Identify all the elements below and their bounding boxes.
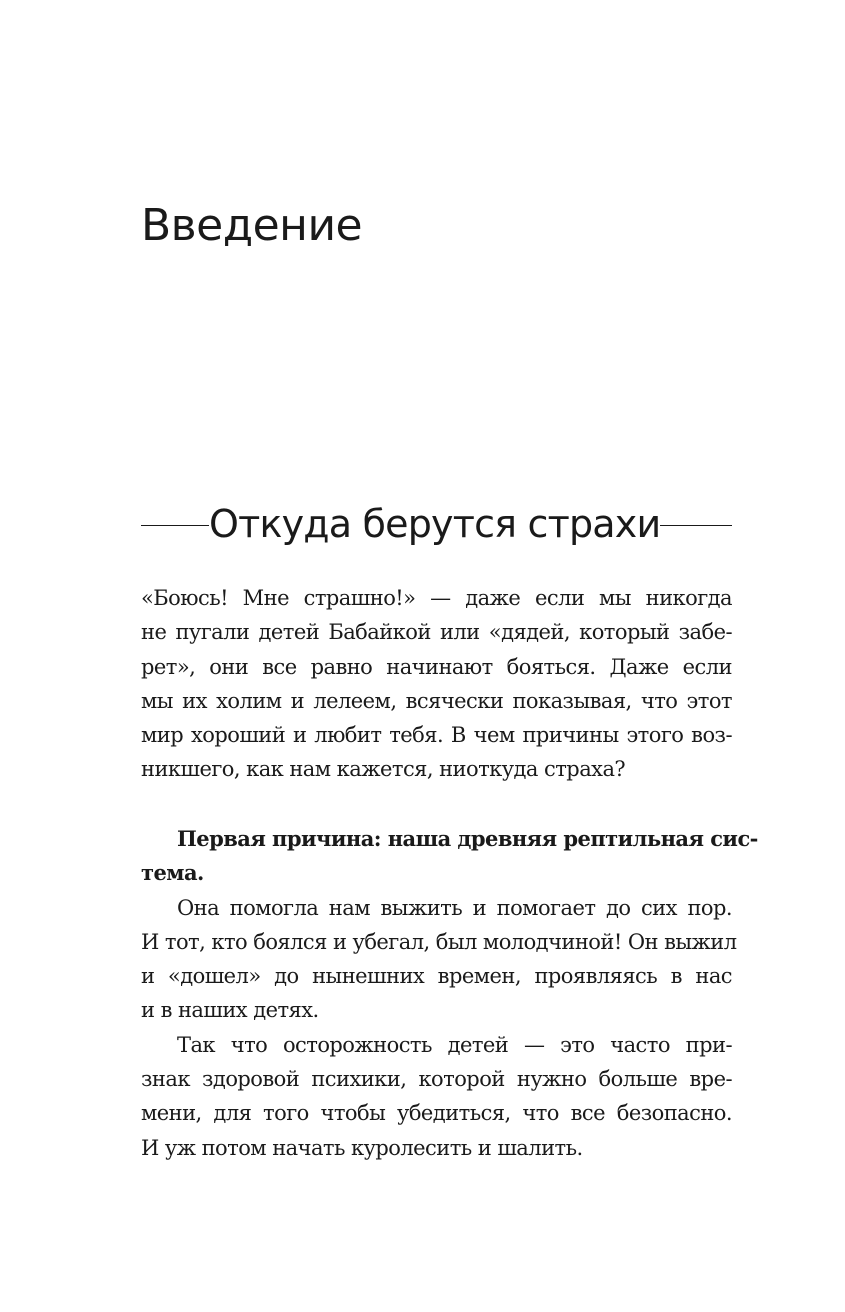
text-line: мир хороший и любит тебя. В чем причины этого воз- [141, 723, 732, 748]
text-line: и «дошел» до нынешних времен, проявляясь в нас [141, 964, 732, 989]
section-title: Откуда берутся страхи [209, 502, 661, 546]
cause-heading-line: Первая причина: наша древняя рептильная сис- [177, 826, 758, 851]
text-line: Так что осторожность детей — это часто при- [177, 1032, 732, 1057]
text-line: не пугали детей Бабайкой или «дядей, который забе- [141, 620, 732, 645]
text-line: И уж потом начать куролесить и шалить. [141, 1135, 583, 1160]
section-heading [141, 496, 732, 552]
text-line: рет», они все равно начинают бояться. Даже если [141, 654, 732, 679]
heading-rule-right [660, 525, 732, 526]
text-line: и в наших детях. [141, 998, 319, 1023]
main-paragraphs [141, 822, 758, 1165]
cause-heading-line: тема. [141, 860, 204, 886]
text-line: никшего, как нам кажется, ниоткуда страха? [141, 757, 626, 782]
text-line: знак здоровой психики, которой нужно больше вре- [141, 1067, 732, 1092]
heading-rule-left [141, 525, 209, 526]
chapter-title: Введение [141, 200, 363, 251]
text-line: мени, для того чтобы убедиться, что все безопасно. [141, 1101, 732, 1126]
text-line: И тот, кто боялся и убегал, был молодчиной! Он выжил [141, 929, 737, 954]
intro-paragraph [141, 581, 732, 787]
text-line: «Боюсь! Мне страшно!» — даже если мы никогда [141, 586, 732, 610]
text-line: мы их холим и лелеем, всячески показывая, что этот [141, 688, 732, 713]
text-line: Она помогла нам выжить и помогает до сих пор. [177, 895, 732, 920]
